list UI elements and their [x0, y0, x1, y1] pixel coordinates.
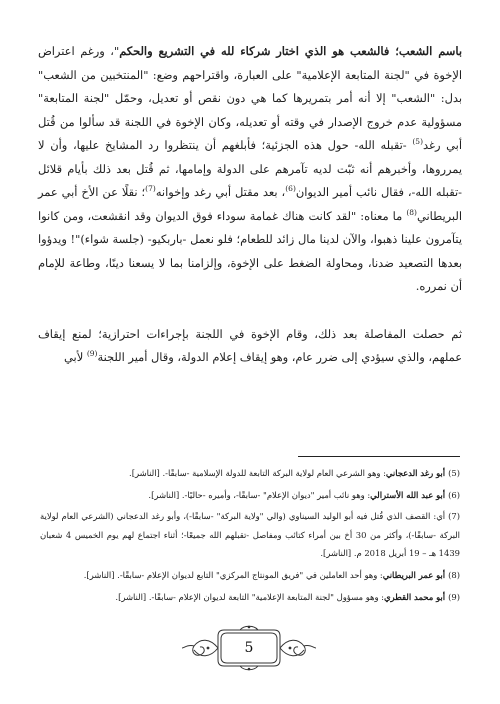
footnote-name: أبو رغد الدعجاني [385, 468, 446, 478]
footnote-text: : وهو مسؤول "لجنة المتابعة الإعلامية" التابعة لديوان الإعلام -سابقًا-. [الناشر]. [115, 591, 384, 602]
footnote-7 [40, 507, 460, 563]
footnote-name: أبو عبد الله الأسترالي [370, 489, 446, 500]
footnote-6 [40, 486, 460, 505]
paragraph-1 [38, 40, 462, 299]
footnote-number: (9) [448, 591, 460, 602]
paragraph-1-text: "، ورغم اعتراض الإخوة في "لجنة المتابعة الإعلامية" على العبارة، واقتراحهم وضع: "المنتخبين من الشعب" بدل: "الشعب" إلا أنه أمر بتمريرها كما هي دون نقص أو تعديل، وحمّل "لجنة المتابعة" مسؤولية عدم خروج الإصدار في وقته أو تعديله، وكان الإخوة في اللجنة قد سألوا من قُتل أبي رغد [38, 44, 462, 152]
paragraph-2-text: ثم حصلت المفاصلة بعد ذلك، وقام الإخوة في اللجنة بإجراءات احترازية؛ لمنع إيقاف عملهم، والذي سيؤدي إلى ضرر عام، وهو إيقاف إعلام الدولة، وقال أمير اللجنة [38, 326, 462, 364]
footnote-text: : وهو الشرعي العام لولاية البركة التابعة للدولة الإسلامية -سابقًا-. [الناشر]. [129, 468, 386, 478]
footnote-number: (7) [448, 511, 460, 522]
footnote-text: : وهو أحد العاملين في "فريق المونتاج المركزي" التابع لديوان الإعلام -سابقًا-. [الناشر]. [83, 569, 383, 580]
paragraph-1-text-d: ؛ نقلًا عن الأخ أبي عمر البريطاني [38, 185, 462, 223]
footnote-text: : وهو نائب أمير "ديوان الإعلام" -سابقًا-، وأميره -حاليًا-. [الناشر]. [148, 489, 371, 500]
footnote-text: أي: القصف الذي قُتل فيه أبو الوليد السيناوي (والي "ولاية البركة" -سابقًا-)، وأبو رغد الدعجاني (الشرعي العام لولاية البركة -سابقًا-)، وأكثر من 30 أخ بين أمراء كتائب ومفاصل -تقبلهم الله جميعًا-؛ أثناء اجتماع لهم يوم الخميس 4 شعبان 1439 هـ – 19 أبريل 2018 م. [الناشر]. [40, 511, 461, 559]
footnote-name: أبو محمد القطري [383, 591, 446, 602]
footnote-8 [40, 566, 460, 585]
footnote-number: (5) [448, 468, 460, 478]
footnote-number: (6) [448, 489, 460, 500]
footnote-divider [298, 456, 460, 457]
footnote-ref-5[interactable]: (5) [412, 137, 424, 147]
paragraph-1-text-b: -تقبله الله- حول هذه الجزئية؛ فأبلغهم أن ينتظروا رد المشايخ عليها، وأن لا يمرروها، وأخبرهم أنه ثبّت لديه تآمرهم على الدولة وإمامها، ثم قُتل بعد ذلك بأيام قلائل -تقبله الله-، فقال نائب أمير الديوان [38, 138, 462, 199]
page-number: 5 [244, 640, 254, 656]
body-text [38, 40, 462, 370]
footnote-ref-7[interactable]: (7) [145, 184, 156, 194]
footnote-number: (8) [448, 569, 460, 580]
footnote-ref-6[interactable]: (6) [285, 184, 296, 194]
paragraph-2 [38, 323, 462, 370]
footnote-9 [40, 588, 460, 607]
bold-quote: باسم الشعب؛ فالشعب هو الذي اختار شركاء لله في التشريع والحكم [119, 44, 462, 58]
footnotes [40, 464, 460, 609]
footnote-name: أبو عمر البريطاني [382, 569, 446, 580]
paragraph-2-text-b: لأبي [64, 350, 87, 364]
footnote-5 [40, 464, 460, 483]
paragraph-1-text-c: ، بعد مقتل أبي رغد وإخوانه [155, 185, 286, 199]
footnote-ref-9[interactable]: (9) [86, 349, 98, 359]
footnote-ref-8[interactable]: (8) [406, 207, 417, 217]
paragraph-1-text-e: ما معناه: "لقد كانت هناك غمامة سوداء فوق الديوان وقد انقشعت، ومن كانوا يتآمرون علينا ذهبوا، والآن لدينا مال زائد للطعام؛ فلو نعمل -باربكيو- (جلسة شواء)"! ويدؤوا بعدها التصعيد ضدنا، ومحاولة الضغط على الإخوة، وإلزامنا بما لا يسعنا دينًا، وطاعة للإمام أن نمرره. [38, 208, 462, 293]
